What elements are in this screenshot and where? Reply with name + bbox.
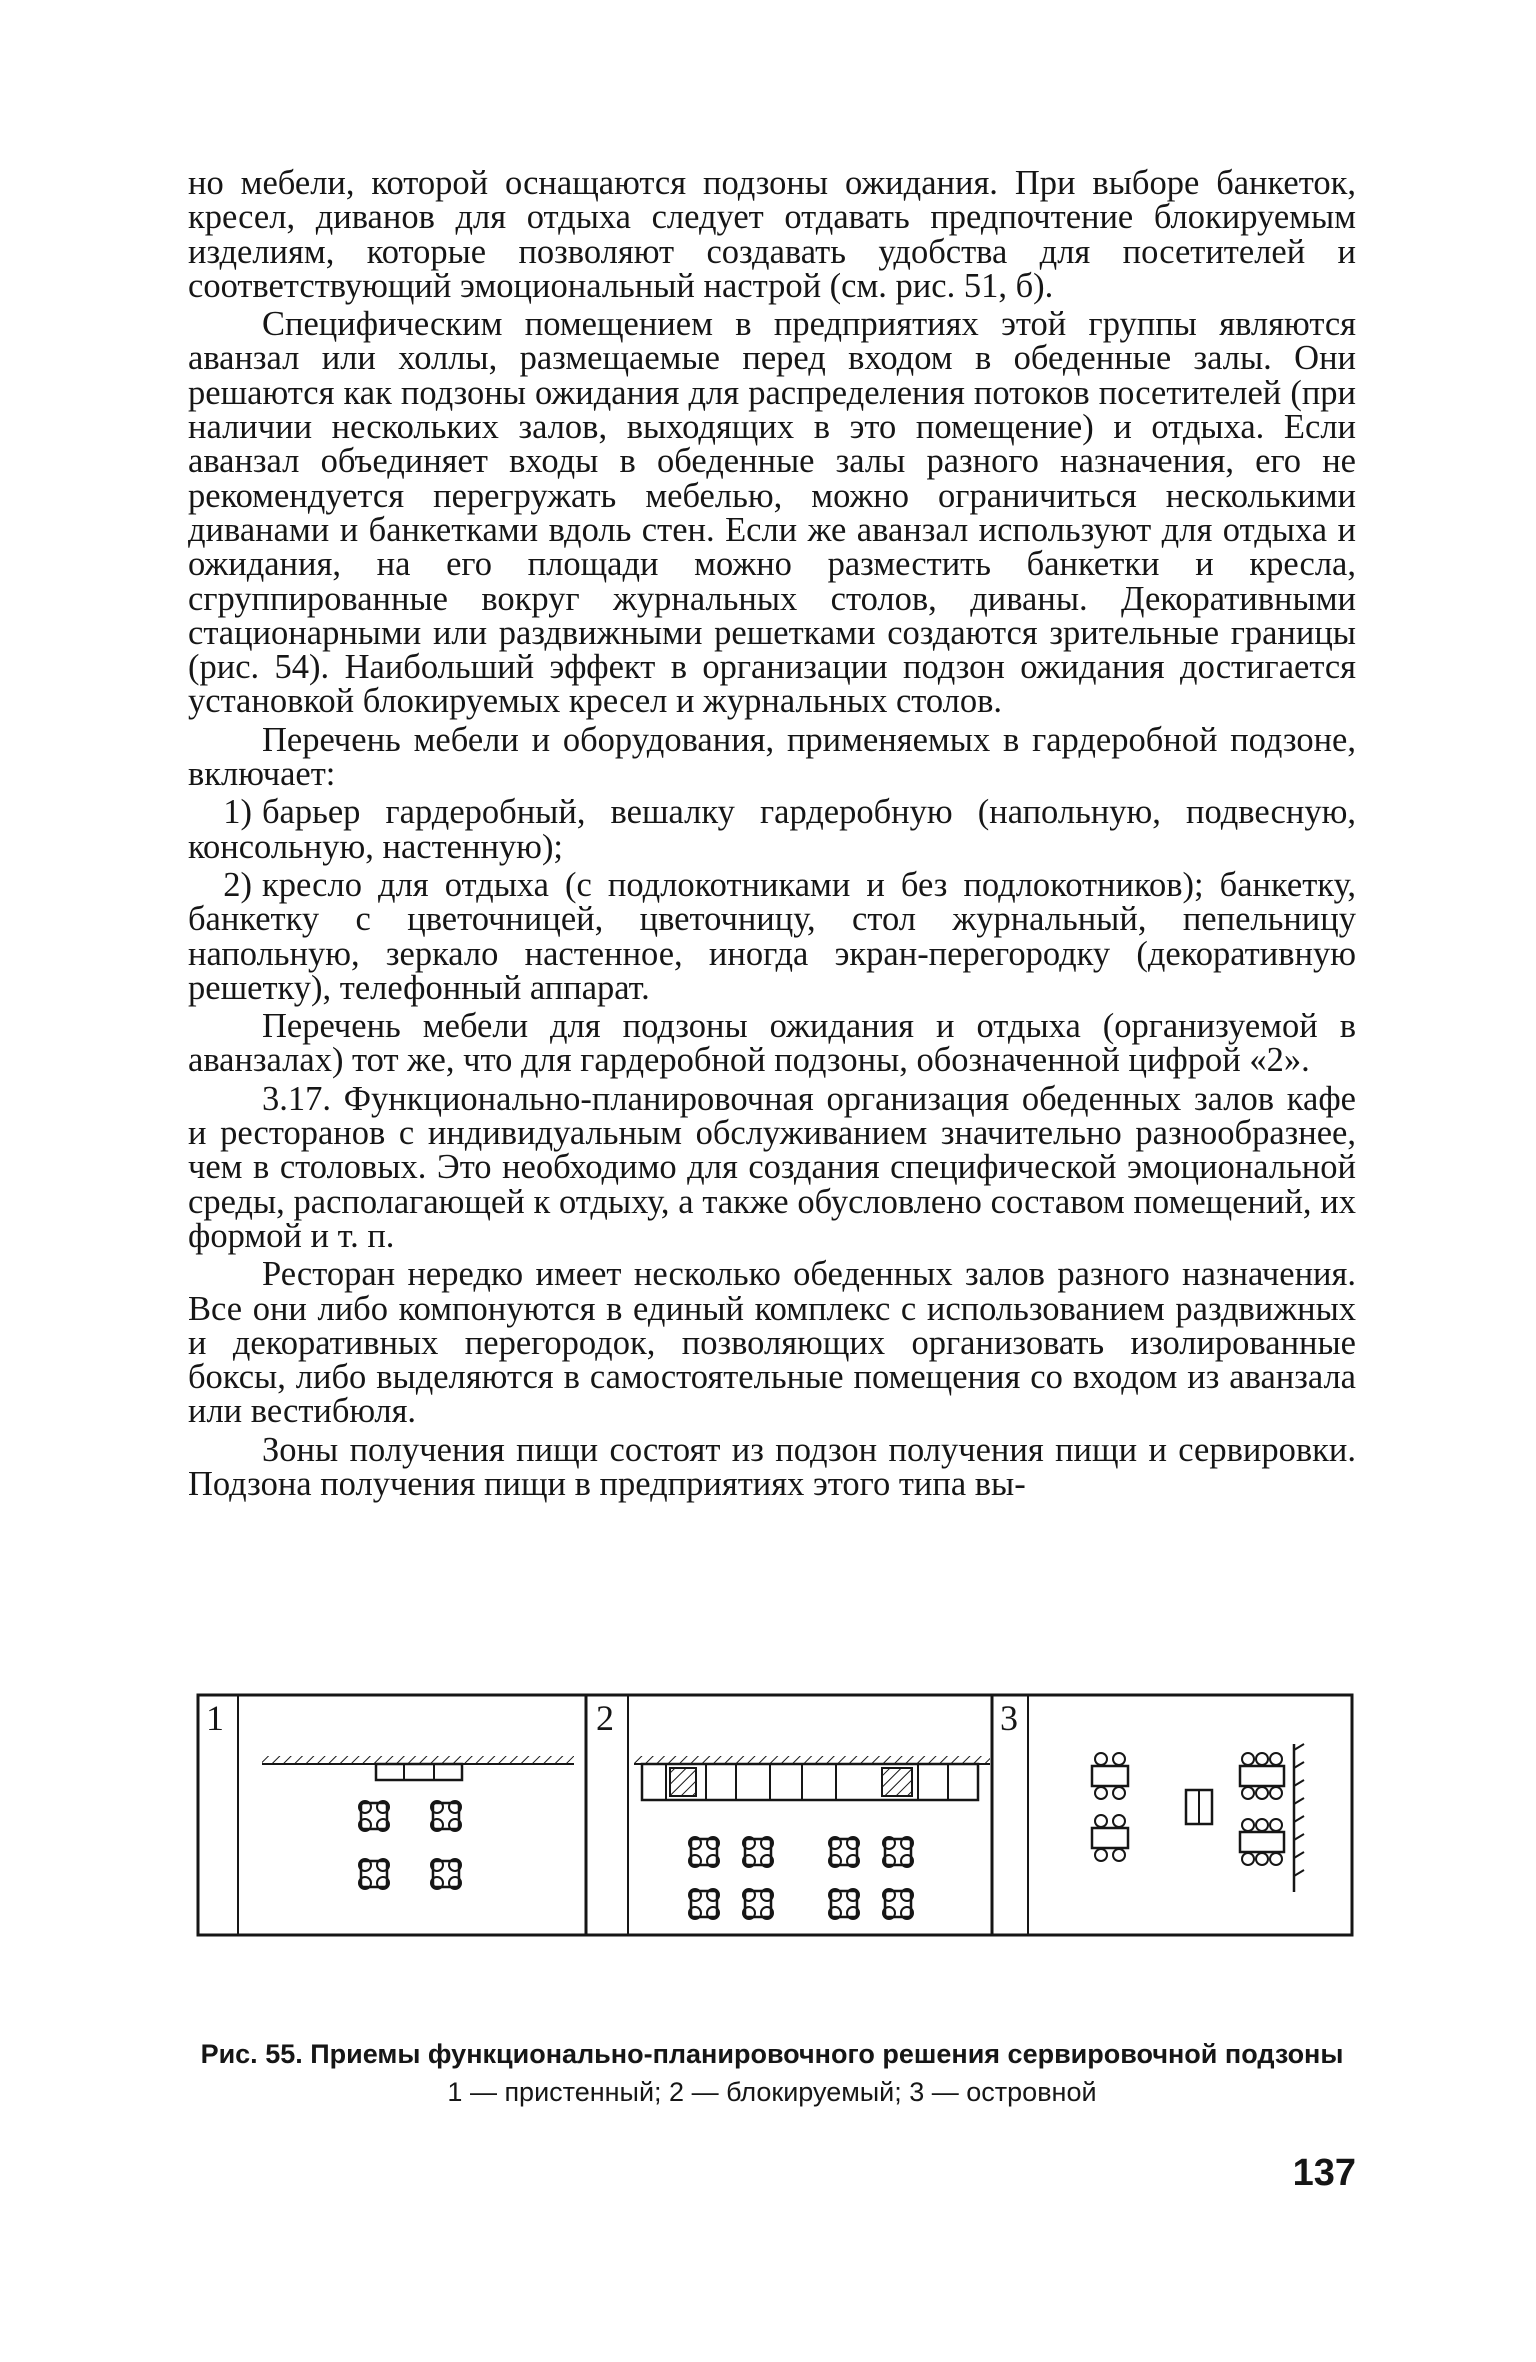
list-item-1-text: барьер гардеробный, вешалку гардеробную (напольную, подвесную, консольную, настенную);: [188, 793, 1356, 866]
list-item-1-number: 1): [223, 793, 252, 832]
panel-3-label: 3: [1000, 1698, 1018, 1738]
paragraph-5: 3.17. Функционально-планировочная организация обеденных залов кафе и ресторанов с индивидуальным обслуживанием значительно разнообразнее, чем в столовых. Это необходимо для создания специфической эмоциональной среды, располагающей к отдыху, а также обусловлено составом помещений, их формой и т. п.: [188, 1079, 1356, 1255]
paragraph-7: Зоны получения пищи состоят из подзон получения пищи и сервировки. Подзона получения пищи в предприятиях этого типа вы-: [188, 1430, 1356, 1503]
panel-2-label: 2: [596, 1698, 614, 1738]
list-item-1: [188, 795, 1356, 864]
paragraph-3: Перечень мебели и оборудования, применяемых в гардеробной подзоне, включает:: [188, 720, 1356, 794]
list-item-2-number: 2): [223, 865, 252, 904]
panel-1-label: 1: [206, 1698, 224, 1738]
caption-title: Рис. 55. Приемы функционально-планировочного решения сервировочной подзоны: [200, 2039, 1344, 2069]
caption-legend: 1 — пристенный; 2 — блокируемый; 3 — островной: [447, 2077, 1097, 2107]
panel-1-tables: [359, 1801, 461, 1889]
list-item-2-text: кресло для отдыха (с подлокотниками и без подлокотников); банкетку, банкетку с цветочницей, цветочницу, стол журнальный, пепельницу напольную, зеркало настенное, иногда экран-перегородку (декоративную решетку), телефонный аппарат.: [188, 865, 1356, 1007]
panel-3-island-station: [1092, 1744, 1304, 1892]
figure-55: [196, 1692, 1356, 2022]
panel-2-blocked-station: [634, 1756, 990, 1800]
page-number: 137: [1292, 2152, 1356, 2194]
paragraph-6: Ресторан нередко имеет несколько обеденных залов разного назначения. Все они либо компонуются в единый комплекс с использованием раздвижных и декоративных перегородок, позволяющих организовать изолированные боксы, либо выделяются в самостоятельные помещения со входом из аванзала или вестибюля.: [188, 1255, 1356, 1431]
paragraph-2: Специфическим помещением в предприятиях этой группы являются аванзал или холлы, размещаемые перед входом в обеденные залы. Они решаются как подзоны ожидания для распределения потоков посетителей (при наличии нескольких залов, выходящих в это помещение) и отдыха. Если аванзал объединяет входы в обеденные залы разного назначения, его не рекомендуется перегружать мебелью, можно ограничиться несколькими диванами и банкетками вдоль стен. Если же аванзал используют для отдыха и ожидания, на его площади можно разместить банкетки и кресла, сгруппированные вокруг журнальных столов, диваны. Декоративными стационарными или раздвижными решетками создаются зрительные границы (рис. 54). Наибольший эффект в организации подзон ожидания достигается установкой блокируемых кресел и журнальных столов.: [188, 305, 1356, 721]
panel-1-wall-station: [262, 1756, 574, 1780]
figure-caption: [188, 2038, 1356, 2110]
figure-frame: [198, 1695, 1352, 1935]
body-text: [188, 166, 1356, 1505]
paragraph-4: Перечень мебели для подзоны ожидания и отдыха (организуемой в аванзалах) тот же, что для гардеробной подзоны, обозначенной цифрой «2».: [188, 1007, 1356, 1080]
list-item-2: [188, 865, 1356, 1007]
panel-2-tables: [689, 1837, 913, 1919]
figure-55-drawing: [196, 1692, 1356, 2022]
paragraph-1: но мебели, которой оснащаются подзоны ожидания. При выборе банкеток, кресел, диванов для отдыха следует отдавать предпочтение блокируемым изделиям, которые позволяют создавать удобства для посетителей и соответствующий эмоциональный настрой (см. рис. 51, б).: [188, 164, 1356, 305]
